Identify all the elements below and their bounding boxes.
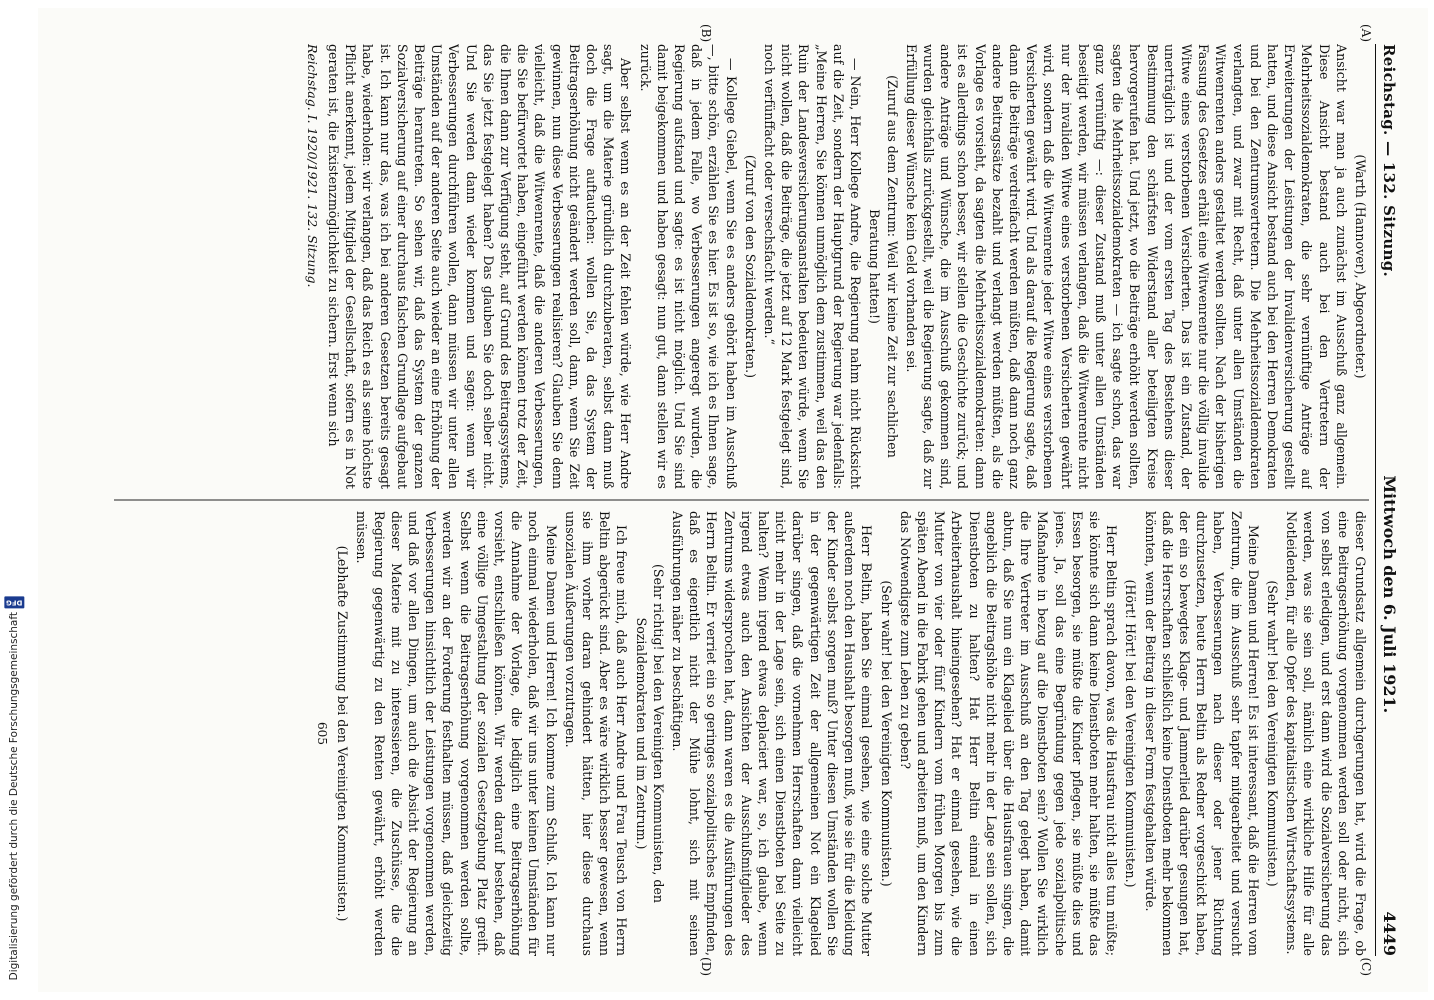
right-column [114, 511, 1369, 956]
speaker-line: (Warth (Hannover), Abgeordneter.) [1353, 154, 1368, 379]
margin-mark-d: (D) [699, 957, 713, 976]
paragraph: dieser Grundsatz allgemein durchgerungen hat, wird die Frage, ob eine Beitragserhöhung vorgenommen werden soll oder nicht, sich von selbst erledigen, und erst dann wird die Sozialversicherung das werden, was sie sein soll, nämlich eine wirkliche Hilfe für alle Notleidenden, für alle Opfer des kapitalistischen Wirtschaftssystems. [1284, 511, 1368, 956]
rotated-document-page [53, 20, 1413, 980]
left-column [114, 44, 1369, 489]
paragraph: Meine Damen und Herren! Es ist interessant, daß die Herren vom Zentrum, die im Ausschuß sehr tapfer mitgearbeitet und versucht haben, Verbesserungen nach dieser oder jener Richtung durchzusetzen, heute Herrn Beltin als Redner vorgeschickt haben, der ein so bewegtes Klage- und Jammerlied darüber gesungen hat, daß die Herrschaften schließlich keine Dienstboten mehr bekommen könnten, wenn der Beitrag in dieser Form festgehalten würde. [1142, 511, 1261, 956]
digitization-credit [4, 596, 24, 980]
paragraph: Ich freue mich, daß auch Herr Andre und Frau Teusch von Herrn Beltin abgerückt sind. Aber es wäre wirklich besser gewesen, wenn sie ihm vorher daran gehindert hätten, hier diese durchaus unsozialen Äußerungen vorzutragen. [562, 511, 630, 956]
dfg-logo-icon: DFG [6, 597, 23, 606]
interjection: (Sehr wahr! bei den Vereinigten Kommunisten.) [878, 580, 894, 887]
text-columns [114, 44, 1369, 956]
paragraph: Meine Damen und Herren! Ich komme zum Schluß. Ich kann nur noch einmal wiederholen, daß wir uns unter keinen Umständen für die Annahme der Vorlage, die lediglich eine Beitragserhöhung vorsieht, entschließen können. Wir werden darauf bestehen, daß eine völlige Umgestaltung der sozialen Gesetzgebung Platz greift. Selbst wenn die Beitragserhöhung vorgenommen werden sollte, werden wir an der Forderung festhalten müssen, daß gleichzeitig Verbesserungen hinsichtlich der Leistungen vorgenommen werden, und daß vor allen Dingen, um auch die Absicht der Regierung an dieser Materie mit zu interessieren, die Zuschüsse, die die Regierung gegenwärtig zu den Renten gewährt, erhöht werden müssen. [354, 511, 559, 956]
page-footer-number: 605 [315, 722, 330, 745]
sheet-footer: Reichstag. I. 1920/1921. 132. Sitzung. [304, 44, 320, 288]
scanned-page [38, 8, 1428, 992]
paragraph: Aber selbst wenn es an der Zeit fehlen würde, wie Herr Andre sagt, um die Materie gründlich durchzuberaten, selbst dann muß doch die Frage auftauchen: wollen Sie, da das System der Beitragserhöhung nicht geändert werden soll, dann, wenn Sie Zeit gewinnen, nun diese Verbesserungen realisieren? Glauben Sie denn vielleicht, daß die Witwenrente, daß die anderen Verbesserungen, die Sie befürwortet haben, eingeführt werden können trotz der Zeit, die Ihnen dann zur Verfügung steht, auf Grund des Beitragssystems, das Sie jetzt festgelegt haben? Das glauben Sie doch selber nicht. Und Sie werden dann wieder kommen und sagen: wenn wir Verbesserungen durchführen wollen, dann müssen wir unter allen Umständen auf der anderen Seite auch wieder an eine Erhöhung der Beiträge herantreten. So sehen wir, daß das System der ganzen Sozialversicherung auf einer durchaus falschen Grundlage aufgebaut ist. Ich kann nur das, was ich bei anderen Gesetzen bereits gesagt habe, wiederholen: wir verlangen, daß das Reich es als seine höchste Pflicht anerkennt, jedem Mitglied der Gesellschaft, sofern es in Not geraten ist, die Existenzmöglichkeit zu sichern. Erst wenn sich [326, 44, 634, 489]
credit-text: Digitalisierung gefördert durch die Deutsche Forschungsgemeinschaft [8, 611, 21, 980]
header-page-number: 4449 [1380, 911, 1399, 956]
paragraph: Herr Beltin sprach davon, was die Hausfrau nicht alles tun müßte; sie könnte sich dann keine Dienstboten mehr halten, sie müßte das Essen besorgen, sie müßte die Kinder pflegen, sie müßte dies und jenes. Ja, soll das eine Begründung gegen jede sozialpolitische Maßnahme in bezug auf die Dienstboten sein? Wollen Sie wirklich die Ihre Vertreter im Ausschuß an den Tag gelegt haben, damit abtun, daß Sie nun ein Klagelied über die Hausfrauen singen, die angeblich die Beitragshöhe nicht mehr in der Lage sein sollen, sich Dienstboten zu halten? Hat Herr Beltin einmal in einen Arbeiterhaushalt hineingesehen? Hat er einmal gesehen, wie die Mutter von vier oder fünf Kindern vom frühen Morgen bis zum späten Abend in die Fabrik gehen und arbeiten muß, um den Kindern das Notwendigste zum Leben zu geben? [897, 511, 1120, 956]
column-divider [114, 500, 1369, 501]
paragraph: — Kollege Giebel, wenn Sie es anders gehört haben im Ausschuß —, bitte schön, erzählen Sie es hier. Es ist so, wie ich es Ihnen sage, daß in jedem Falle, wo Verbesserungen angeregt wurden, die Regierung aufstand und sagte: es ist nicht möglich. Und Sie sind damit beigekommen und haben gesagt: nun gut, dann stellen wir es zurück. [637, 44, 739, 489]
paragraph: Herr Beltin, haben Sie einmal gesehen, wie eine solche Mutter außerdem noch den Haushalt besorgen muß, wie sie für die Kleidung der Kinder selbst sorgen muß? Unter diesen Umständen wollen Sie in der gegenwärtigen Zeit der allgemeinen Not ein Klagelied darüber singen, daß die vornehmen Herrschaften dann vielleicht nicht mehr in der Lage sein, sich einen Dienstboten bei Seite zu halten? Wenn irgend etwas deplaciert war, so, ich glaube, wenn irgend etwas auch den Ansichten der Ausschußmitglieder des Zentrums widersprochen hat, dann waren es die Ausführungen des Herrn Beltin. Er verriet ein so geringes sozialpolitisches Empfinden, daß es eigentlich nicht der Mühe lohnt, sich mit seinen Ausführungen näher zu beschäftigen. [670, 511, 875, 956]
interjection: (Sehr wahr! bei den Vereinigten Kommunisten.) [1264, 580, 1280, 887]
interjection: (Zuruf von den Sozialdemokraten.) [742, 154, 758, 379]
header-right: Mittwoch den 6. Juli 1921. [1380, 475, 1399, 714]
interjection: (Sehr richtig! bei den Vereinigten Kommunisten, den Sozialdemokraten und im Zentrum.) [633, 564, 666, 903]
header-left: Reichstag. — 132. Sitzung. [1380, 44, 1398, 278]
paragraph: — Nein, Herr Kollege Andre, die Regierung nahm nicht Rücksicht auf die Zeit, sondern der Hauptgrund der Regierung war jedenfalls: „Meine Herren, Sie können unmöglich dem zustimmen, weil das den Ruin der Landesversicherungsanstalten bedeuten würde, wenn Sie nicht wollen, daß die Beiträge, die jetzt auf 12 Mark festgelegt sind, noch verfünffacht oder versechsfacht werden.“ [762, 44, 864, 489]
margin-mark-c: (C) [1359, 957, 1373, 976]
interjection: (Hört! Hört! bei den Vereinigten Kommunisten.) [1123, 579, 1139, 888]
page-header [1375, 44, 1399, 956]
margin-mark-b: (B) [699, 24, 713, 43]
interjection: (Zuruf aus dem Zentrum: Weil wir keine Zeit zur sachlichen Beratung hatten!) [867, 75, 900, 458]
interjection: (Lebhafte Zustimmung bei den Vereinigten Kommunisten.) [335, 545, 351, 922]
margin-mark-a: (A) [1359, 24, 1373, 43]
paragraph: Ansicht war man ja auch zunächst im Ausschuß ganz allgemein. Diese Ansicht bestand auch bei den Vertretern der Mehrheitssozialdemokraten, die sehr vernünftige Anträge auf Erweiterungen der Leistungen der Invalidenversicherung gestellt hatten, und diese Ansicht bestand auch bei den Herren Demokraten und bei den Zentrumsvertretern. Die Mehrheitssozialdemokraten verlangten, und zwar mit Recht, daß unter allen Umständen die Witwenrenten anders gestaltet werden sollten. Nach der bisherigen Fassung des Gesetzes erhält eine Witwenrente nur die völlig invalide Witwe eines verstorbenen Versicherten. Das ist ein Zustand, der unerträglich ist und der vom ersten Tag des Bestehens dieser Bestimmung den schärfsten Widerstand aller beteiligten Kreise hervorgerufen hat. Und jetzt, wo die Beiträge erhöht werden sollten, sagten die Mehrheitssozialdemokraten — ich sagte schon, das war ganz vernünftig —: dieser Zustand muß unter allen Umständen beseitigt werden, wir müssen verlangen, daß die Witwenrente nicht nur der invaliden Witwe eines verstorbenen Versicherten gewährt wird, sondern daß die Witwenrente jeder Witwe eines verstorbenen Versicherten gewährt wird. Und als darauf die Regierung sagte, daß dann die Beiträge verdreifacht werden müßten, daß dann noch ganz andere Beitragssätze bezahlt und verlangt werden müßten, als die Vorlage es vorsieht, da sagten die Mehrheitssozialdemokraten: dann ist es allerdings schon besser, wir stellen die Geschichte zurück; und andere Anträge und Wünsche, die im Ausschuß gekommen sind, wurden gleichfalls zurückgestellt, weil die Regierung sagte, daß zur Erfüllung dieser Wünsche kein Geld vorhanden sei. [903, 44, 1349, 489]
